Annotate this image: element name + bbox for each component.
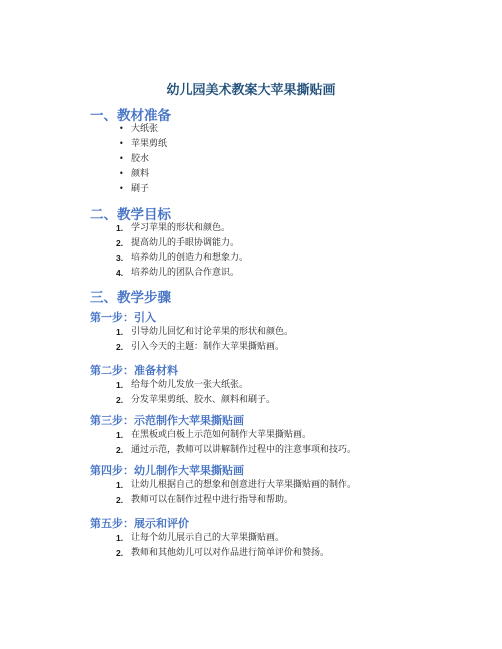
list-item-text: 教师可以在制作过程中进行指导和帮助。 <box>131 495 294 505</box>
number-marker: 2. <box>116 395 124 405</box>
number-marker: 1. <box>116 480 124 490</box>
list-item-text: 让幼儿根据自己的想象和创意进行大苹果撕贴画的制作。 <box>131 480 357 490</box>
number-marker: 4. <box>116 268 124 278</box>
list-item-text: 胶水 <box>131 154 150 164</box>
list-item-text: 提高幼儿的手眼协调能力。 <box>131 238 240 248</box>
list-item-text: 分发苹果剪纸、胶水、颜料和刷子。 <box>131 395 276 405</box>
bullet-marker: • <box>119 124 124 133</box>
section-heading-materials: 一、教材准备 <box>90 108 171 124</box>
list-item-text: 大纸张 <box>131 124 159 134</box>
list-item-text: 培养幼儿的团队合作意识。 <box>131 268 240 278</box>
list-item-text: 教师和其他幼儿可以对作品进行简单评价和赞扬。 <box>131 548 330 558</box>
step-heading-3: 第三步：示范制作大苹果撕贴画 <box>90 414 244 427</box>
section-heading-goals: 二、教学目标 <box>90 207 171 223</box>
bullet-marker: • <box>119 154 124 163</box>
list-item-text: 引导幼儿回忆和讨论苹果的形状和颜色。 <box>131 327 294 337</box>
number-marker: 3. <box>116 253 124 263</box>
number-marker: 2. <box>116 548 124 558</box>
step-heading-4: 第四步：幼儿制作大苹果撕贴画 <box>90 464 244 477</box>
list-item-text: 让每个幼儿展示自己的大苹果撕贴画。 <box>131 533 285 543</box>
list-item-text: 培养幼儿的创造力和想象力。 <box>131 253 249 263</box>
number-marker: 2. <box>116 445 124 455</box>
document-title: 幼儿园美术教案大苹果撕贴画 <box>166 83 336 98</box>
list-item-text: 颜料 <box>131 169 150 179</box>
bullet-marker: • <box>119 184 124 193</box>
list-item-text: 给每个幼儿发放一张大纸张。 <box>131 380 249 390</box>
list-item-text: 在黑板或白板上示范如何制作大苹果撕贴画。 <box>131 430 312 440</box>
number-marker: 2. <box>116 238 124 248</box>
number-marker: 2. <box>116 495 124 505</box>
list-item-text: 刷子 <box>131 184 150 194</box>
number-marker: 1. <box>116 380 124 390</box>
step-heading-2: 第二步：准备材料 <box>90 364 178 377</box>
step-heading-5: 第五步：展示和评价 <box>90 517 189 530</box>
number-marker: 1. <box>116 430 124 440</box>
bullet-marker: • <box>119 169 124 178</box>
number-marker: 1. <box>116 327 124 337</box>
list-item-text: 苹果剪纸 <box>131 139 168 149</box>
list-item-text: 学习苹果的形状和颜色。 <box>131 223 231 233</box>
number-marker: 1. <box>116 533 124 543</box>
bullet-marker: • <box>119 139 124 148</box>
list-item-text: 通过示范，教师可以讲解制作过程中的注意事项和技巧。 <box>131 445 357 455</box>
section-heading-steps: 三、教学步骤 <box>90 290 171 306</box>
step-heading-1: 第一步：引入 <box>90 311 156 324</box>
number-marker: 1. <box>116 223 124 233</box>
number-marker: 2. <box>116 342 124 352</box>
list-item-text: 引入今天的主题：制作大苹果撕贴画。 <box>131 342 285 352</box>
